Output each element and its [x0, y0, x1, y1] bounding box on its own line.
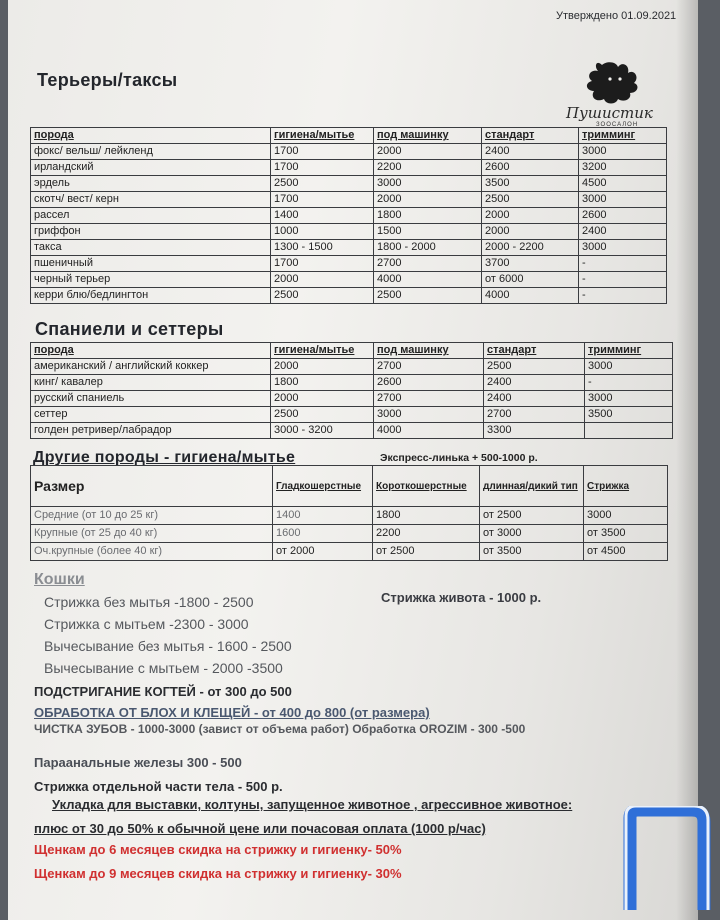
price-cell: от 3000	[480, 525, 584, 543]
price-cell: 4000	[482, 288, 579, 304]
col-clipper: под машинку	[374, 343, 484, 359]
price-cell	[585, 423, 673, 439]
claws-service: ПОДСТРИГАНИЕ КОГТЕЙ - от 300 до 500	[34, 684, 292, 699]
price-cell: от 3500	[480, 543, 584, 561]
price-cell: -	[579, 256, 667, 272]
price-cell: 2600	[374, 375, 484, 391]
table-row	[31, 240, 667, 256]
price-cell: 1700	[271, 192, 374, 208]
breed-cell: пшеничный	[31, 256, 271, 272]
price-cell: 1800 - 2000	[374, 240, 482, 256]
cat-service: Стрижка без мытья -1800 - 2500	[44, 594, 254, 610]
logo-subtitle: ЗООСАЛОН	[596, 122, 639, 128]
price-cell: 3000	[374, 176, 482, 192]
table-row	[31, 256, 667, 272]
breed-cell: фокс/ вельш/ лейкленд	[31, 144, 271, 160]
table-row	[31, 359, 673, 375]
price-cell: 2200	[373, 525, 480, 543]
breed-cell: такса	[31, 240, 271, 256]
col-breed: порода	[31, 343, 271, 359]
cat-service: Вычесывание с мытьем - 2000 -3500	[44, 660, 283, 676]
breed-cell: американский / английский коккер	[31, 359, 271, 375]
breed-cell: рассел	[31, 208, 271, 224]
price-cell: 3500	[482, 176, 579, 192]
price-cell: 2400	[482, 144, 579, 160]
price-cell: 2000 - 2200	[482, 240, 579, 256]
breed-cell: скотч/ вест/ керн	[31, 192, 271, 208]
table-row	[31, 176, 667, 192]
spaniels-table	[30, 342, 673, 439]
terriers-table	[30, 127, 667, 304]
price-cell: 2700	[374, 359, 484, 375]
price-cell: 2400	[484, 375, 585, 391]
teeth-service: ЧИСТКА ЗУБОВ - 1000-3000 (завист от объема работ) Обработка OROZIM - 300 -500	[34, 722, 526, 736]
col-smooth: Гладкошерстные	[273, 466, 373, 507]
price-cell: 2000	[482, 208, 579, 224]
breed-cell: сеттер	[31, 407, 271, 423]
breed-cell: эрдель	[31, 176, 271, 192]
spaniels-title: Спаниели и сеттеры	[35, 319, 224, 339]
price-cell: -	[585, 375, 673, 391]
breed-cell: ирландский	[31, 160, 271, 176]
table-row	[31, 208, 667, 224]
price-cell: 2000	[482, 224, 579, 240]
table-row	[31, 160, 667, 176]
flea-tick-service: ОБРАБОТКА ОТ БЛОХ И КЛЕЩЕЙ - от 400 до 800 (от размера)	[34, 705, 430, 720]
col-long: длинная/дикий тип	[480, 466, 584, 507]
price-cell: 3000	[579, 144, 667, 160]
col-hygiene: гигиена/мытье	[271, 343, 374, 359]
price-cell: 2000	[374, 192, 482, 208]
table-row	[31, 391, 673, 407]
price-cell: 2700	[374, 391, 484, 407]
corner-brand-logo-icon	[622, 806, 712, 916]
price-cell: 2600	[482, 160, 579, 176]
col-trimming: тримминг	[579, 128, 667, 144]
price-cell: 3000	[374, 407, 484, 423]
size-cell: Крупные (от 25 до 40 кг)	[31, 525, 273, 543]
price-cell: 2500	[271, 176, 374, 192]
table-row	[31, 375, 673, 391]
table-row	[31, 525, 668, 543]
price-cell: 3000	[585, 391, 673, 407]
table-row	[31, 144, 667, 160]
price-cell: 3000	[584, 507, 668, 525]
table-row	[31, 192, 667, 208]
price-cell: от 4500	[584, 543, 668, 561]
table-row	[31, 423, 673, 439]
cat-service: Вычесывание без мытья - 1600 - 2500	[44, 638, 292, 654]
col-hygiene: гигиена/мытье	[271, 128, 374, 144]
puppy-discount-6m: Щенкам до 6 месяцев скидка на стрижку и гигиенку- 50%	[34, 842, 402, 857]
terriers-title: Терьеры/таксы	[37, 70, 178, 90]
col-haircut: Стрижка	[584, 466, 668, 507]
price-cell: 1600	[273, 525, 373, 543]
price-cell: от 2000	[273, 543, 373, 561]
price-cell: 1700	[271, 144, 374, 160]
price-cell: 1800	[373, 507, 480, 525]
price-cell: -	[579, 288, 667, 304]
price-cell: 1800	[271, 375, 374, 391]
price-cell: 1500	[374, 224, 482, 240]
other-breeds-table	[30, 465, 668, 561]
breed-cell: кинг/ кавалер	[31, 375, 271, 391]
price-cell: 3200	[579, 160, 667, 176]
price-cell: 3700	[482, 256, 579, 272]
price-cell: 2600	[579, 208, 667, 224]
price-cell: 1800	[374, 208, 482, 224]
table-row	[31, 288, 667, 304]
cat-service: Стрижка с мытьем -2300 - 3000	[44, 616, 249, 632]
approved-date: Утверждено 01.09.2021	[556, 10, 677, 22]
table-row	[31, 407, 673, 423]
table-row	[31, 543, 668, 561]
logo-name: Пушистик	[566, 104, 653, 122]
price-cell: 4500	[579, 176, 667, 192]
price-cell: 3000 - 3200	[271, 423, 374, 439]
price-cell: 3000	[579, 240, 667, 256]
price-cell: 2000	[374, 144, 482, 160]
anal-glands-service: Параанальные железы 300 - 500	[34, 755, 242, 770]
price-cell: 1700	[271, 160, 374, 176]
table-row	[31, 507, 668, 525]
col-trimming: тримминг	[585, 343, 673, 359]
col-breed: порода	[31, 128, 271, 144]
price-cell: 2400	[484, 391, 585, 407]
price-cell: 1000	[271, 224, 374, 240]
breed-cell: черный терьер	[31, 272, 271, 288]
size-cell: Средние (от 10 до 25 кг)	[31, 507, 273, 525]
price-cell: 2400	[579, 224, 667, 240]
price-cell: 2500	[271, 288, 374, 304]
other-header-row	[31, 466, 668, 507]
price-cell: 4000	[374, 272, 482, 288]
price-cell: 2000	[271, 359, 374, 375]
price-cell: 2200	[374, 160, 482, 176]
price-cell: 2500	[271, 407, 374, 423]
express-shedding-note: Экспресс-линька + 500-1000 р.	[380, 452, 538, 464]
body-part-haircut: Стрижка отдельной части тела - 500 р.	[34, 779, 283, 794]
col-short: Короткошерстные	[373, 466, 480, 507]
price-cell: 2000	[271, 272, 374, 288]
col-clipper: под машинку	[374, 128, 482, 144]
cat-belly-haircut: Стрижка живота - 1000 р.	[381, 590, 542, 605]
price-cell: 3000	[585, 359, 673, 375]
col-standard: стандарт	[484, 343, 585, 359]
breed-cell: керри блю/бедлингтон	[31, 288, 271, 304]
price-cell: 1400	[273, 507, 373, 525]
table-row	[31, 224, 667, 240]
price-cell: 3300	[484, 423, 585, 439]
breed-cell: гриффон	[31, 224, 271, 240]
price-cell: 2700	[374, 256, 482, 272]
size-cell: Оч.крупные (более 40 кг)	[31, 543, 273, 561]
price-cell: от 3500	[584, 525, 668, 543]
price-cell: от 6000	[482, 272, 579, 288]
price-cell: 2000	[271, 391, 374, 407]
price-cell: 4000	[374, 423, 484, 439]
price-cell: 3500	[585, 407, 673, 423]
breed-cell: голден ретривер/лабрадор	[31, 423, 271, 439]
price-cell: 1700	[271, 256, 374, 272]
price-cell: 2500	[482, 192, 579, 208]
show-grooming-price: плюс от 30 до 50% к обычной цене или почасовая оплата (1000 р/час)	[34, 821, 486, 836]
price-cell: 1400	[271, 208, 374, 224]
terriers-header-row	[31, 128, 667, 144]
price-cell: -	[579, 272, 667, 288]
price-cell: 3000	[579, 192, 667, 208]
page-edge-shadow	[676, 0, 698, 920]
col-size: Размер	[31, 466, 273, 507]
price-cell: от 2500	[480, 507, 584, 525]
show-grooming-line: Укладка для выставки, колтуны, запущенное животное , агрессивное животное:	[52, 797, 573, 812]
puppy-discount-9m: Щенкам до 9 месяцев скидка на стрижку и гигиенку- 30%	[34, 866, 402, 881]
price-cell: 1300 - 1500	[271, 240, 374, 256]
spaniels-header-row	[31, 343, 673, 359]
col-standard: стандарт	[482, 128, 579, 144]
cats-title: Кошки	[34, 571, 85, 588]
price-cell: 2700	[484, 407, 585, 423]
other-breeds-title: Другие породы - гигиена/мытье	[33, 449, 296, 466]
breed-cell: русский спаниель	[31, 391, 271, 407]
table-row	[31, 272, 667, 288]
price-cell: от 2500	[373, 543, 480, 561]
price-cell: 2500	[484, 359, 585, 375]
price-cell: 2500	[374, 288, 482, 304]
